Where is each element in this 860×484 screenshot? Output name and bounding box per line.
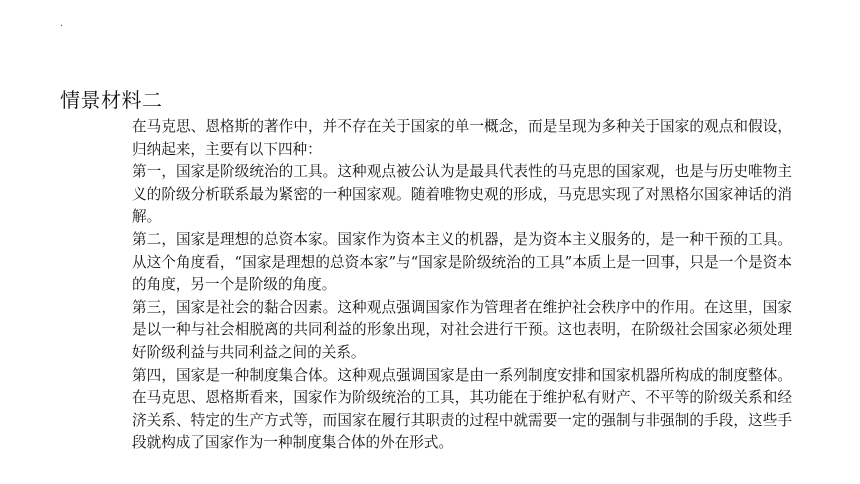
material-body (132, 116, 792, 455)
paragraph-first: 第一，国家是阶级统治的工具。这种观点被公认为是最具代表性的马克思的国家观，也是与历史唯物主义的阶级分析联系最为紧密的一种国家观。随着唯物史观的形成，马克思实现了对黑格尔国家神话的消解。 (132, 163, 792, 226)
paragraph-third: 第三，国家是社会的黏合因素。这种观点强调国家作为管理者在维护社会秩序中的作用。在这里，国家是以一种与社会相脱离的共同利益的形象出现，对社会进行干预。这也表明，在阶级社会国家必须处理好阶级利益与共同利益之间的关系。 (132, 298, 792, 361)
paragraph-intro: 在马克思、恩格斯的著作中，并不存在关于国家的单一概念，而是呈现为多种关于国家的观点和假设，归纳起来，主要有以下四种： (132, 118, 792, 158)
paragraph-second: 第二，国家是理想的总资本家。国家作为资本主义的机器，是为资本主义服务的，是一种干预的工具。从这个角度看，“国家是理想的总资本家”与“国家是阶级统治的工具”本质上是一回事，只是一个是资本的角度，另一个是阶级的角度。 (132, 230, 792, 294)
paragraph-fourth: 第四，国家是一种制度集合体。这种观点强调国家是由一系列制度安排和国家机器所构成的制度整体。在马克思、恩格斯看来，国家作为阶级统治的工具，其功能在于维护私有财产、不平等的阶级关系和经济关系、特定的生产方式等，而国家在履行其职责的过程中就需要一定的强制与非强制的手段，这些手段就构成了国家作为一种制度集合体的外在形式。 (132, 366, 792, 452)
corner-mark: . (60, 18, 64, 29)
slide-title: 情景材料二 (60, 88, 163, 112)
